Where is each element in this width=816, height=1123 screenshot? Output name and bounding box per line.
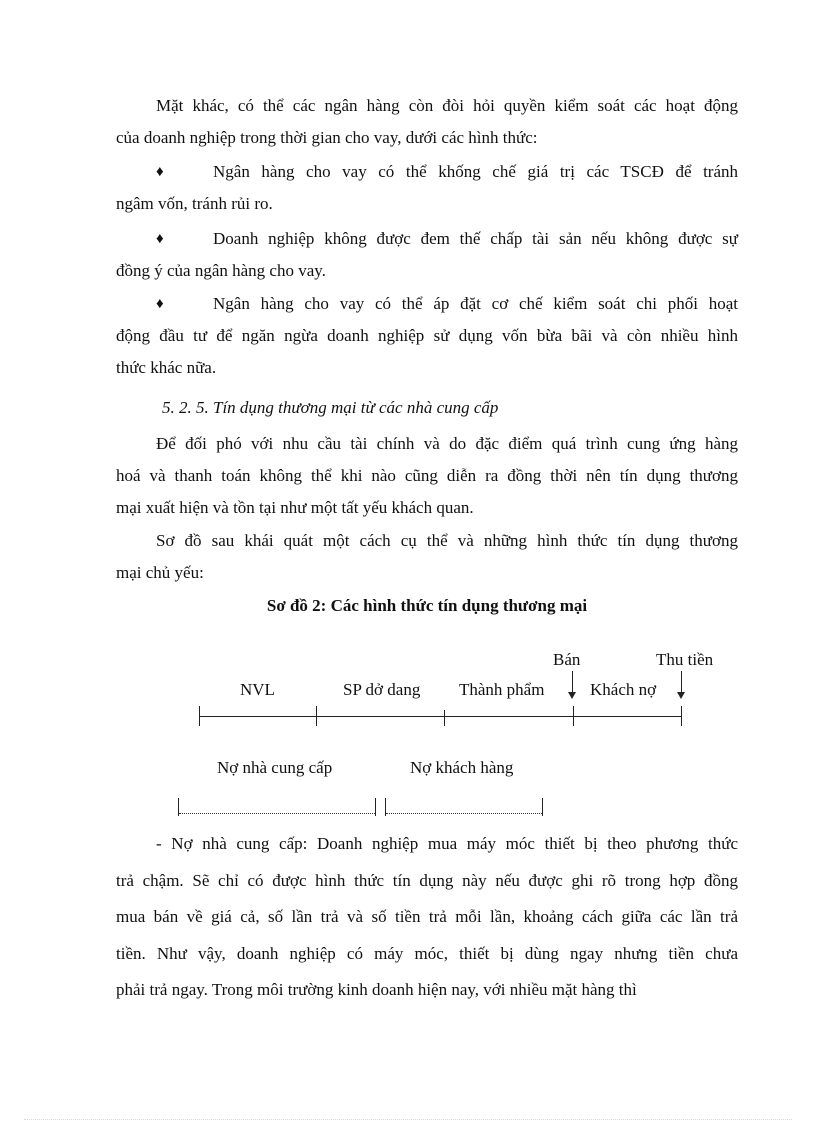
- paragraph-3-line-1: Sơ đồ sau khái quát một cách cụ thể và những hình thức tín dụng thương: [156, 531, 738, 550]
- bracket-tick: [542, 798, 543, 816]
- timeline-tick: [444, 710, 445, 726]
- label-no-nha-cung-cap: Nợ nhà cung cấp: [217, 758, 333, 777]
- paragraph-4-line-5: phải trả ngay. Trong môi trường kinh doanh hiện nay, với nhiều mặt hàng thì: [116, 980, 637, 999]
- label-sp-do-dang: SP dở dang: [343, 680, 421, 699]
- bullet-2-line-2: đồng ý của ngân hàng cho vay.: [116, 261, 326, 280]
- section-heading: 5. 2. 5. Tín dụng thương mại từ các nhà cung cấp: [162, 398, 499, 417]
- bullet-2-line-1: Doanh nghiệp không được đem thế chấp tài sản nếu không được sự: [213, 229, 738, 248]
- arrow-down-icon: [681, 671, 682, 693]
- label-nvl: NVL: [240, 680, 275, 699]
- timeline-tick: [681, 706, 682, 726]
- arrow-down-icon: [572, 671, 573, 693]
- label-khach-no: Khách nợ: [590, 680, 657, 699]
- paragraph-4-line-3: mua bán về giá cả, số lần trả và số tiền trả mỗi lần, khoảng cách giữa các lần trả: [116, 907, 738, 926]
- page-footer-divider: [24, 1119, 792, 1120]
- label-thu-tien: Thu tiền: [656, 650, 714, 669]
- paragraph-3-line-2: mại chủ yếu:: [116, 563, 204, 582]
- bullet-3-line-1: Ngân hàng cho vay có thể áp đặt cơ chế kiểm soát chi phối hoạt: [213, 294, 738, 313]
- bullet-1-line-2: ngâm vốn, tránh rủi ro.: [116, 194, 273, 213]
- diagram-title: Sơ đồ 2: Các hình thức tín dụng thương mại: [266, 596, 588, 615]
- paragraph-2-line-1: Để đối phó với nhu cầu tài chính và do đặc điểm quá trình cung ứng hàng: [156, 434, 738, 453]
- bracket-tick: [375, 798, 376, 816]
- paragraph-2-line-3: mại xuất hiện và tồn tại như một tất yếu khách quan.: [116, 498, 474, 517]
- timeline-tick: [316, 706, 317, 726]
- paragraph-4-line-4: tiền. Như vậy, doanh nghiệp có máy móc, thiết bị dùng ngay nhưng tiền chưa: [116, 944, 738, 963]
- timeline-tick: [199, 706, 200, 726]
- paragraph-2-line-2: hoá và thanh toán không thể khi nào cũng diễn ra đồng thời nên tín dụng thương: [116, 466, 738, 485]
- paragraph-4-line-1: - Nợ nhà cung cấp: Doanh nghiệp mua máy móc thiết bị theo phương thức: [156, 834, 738, 853]
- label-ban: Bán: [553, 650, 581, 669]
- paragraph-1-line-1: Mặt khác, có thể các ngân hàng còn đòi hỏi quyền kiểm soát các hoạt động: [156, 96, 738, 115]
- bullet-diamond-icon: ♦: [156, 164, 164, 180]
- bullet-3-line-2: động đầu tư để ngăn ngừa doanh nghiệp sử dụng vốn bừa bãi và còn nhiều hình: [116, 326, 738, 345]
- bullet-diamond-icon: ♦: [156, 296, 164, 312]
- bracket-dotted-line: [179, 813, 375, 814]
- bullet-diamond-icon: ♦: [156, 231, 164, 247]
- timeline-tick: [573, 706, 574, 726]
- label-thanh-pham: Thành phẩm: [459, 680, 545, 699]
- bracket-dotted-line: [386, 813, 542, 814]
- paragraph-1-line-2: của doanh nghiệp trong thời gian cho vay, dưới các hình thức:: [116, 128, 538, 147]
- paragraph-4-line-2: trả chậm. Sẽ chỉ có được hình thức tín dụng này nếu được ghi rõ trong hợp đồng: [116, 871, 738, 890]
- bullet-1-line-1: Ngân hàng cho vay có thể khống chế giá trị các TSCĐ để tránh: [213, 162, 738, 181]
- bullet-3-line-3: thức khác nữa.: [116, 358, 217, 377]
- label-no-khach-hang: Nợ khách hàng: [410, 758, 514, 777]
- timeline-line: [199, 716, 681, 717]
